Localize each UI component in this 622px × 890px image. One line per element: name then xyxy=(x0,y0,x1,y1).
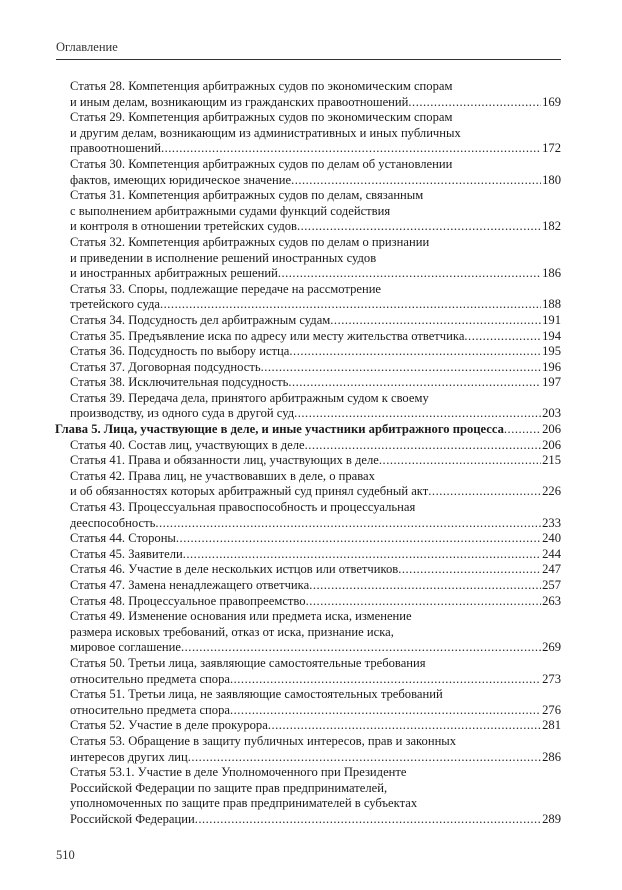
toc-entry-last-line xyxy=(70,594,561,610)
toc-page-number: 197 xyxy=(542,375,561,390)
toc-entry-last-line xyxy=(70,672,561,688)
toc-entry-last-line xyxy=(70,266,561,282)
toc-entry-text: Статья 45. Заявители xyxy=(70,546,183,561)
toc-entry-last-line xyxy=(70,703,561,719)
toc-chapter-entry[interactable] xyxy=(55,422,561,438)
toc-page-number: 257 xyxy=(542,578,561,592)
toc-page-number: 247 xyxy=(542,562,561,577)
toc-entry[interactable] xyxy=(70,344,561,360)
dot-leader xyxy=(188,750,541,766)
toc-entry-text: фактов, имеющих юридическое значение xyxy=(70,172,292,187)
toc-entry-text: Статья 35. Предъявление иска по адресу или месту жительства ответчика xyxy=(70,328,465,343)
dot-leader xyxy=(398,562,541,578)
toc-entry-line: Статья 28. Компетенция арбитражных судов по экономическим спорам xyxy=(70,79,453,93)
toc-entry[interactable] xyxy=(70,235,561,282)
toc-entry-line: Статья 50. Третьи лица, заявляющие самостоятельные требования xyxy=(70,655,426,670)
running-header: Оглавление xyxy=(56,40,118,54)
toc-entry-last-line xyxy=(70,313,561,329)
toc-entry-line: Статья 49. Изменение основания или предмета иска, изменение xyxy=(70,609,412,624)
toc-page-number: 188 xyxy=(542,297,561,312)
toc-entry-line: и приведении в исполнение решений иностранных судов xyxy=(70,250,377,265)
toc-page-number: 172 xyxy=(542,141,561,156)
toc-page-number: 194 xyxy=(542,328,561,343)
dot-leader xyxy=(428,484,541,500)
toc-entry-last-line xyxy=(70,484,561,500)
toc-entry[interactable] xyxy=(70,157,561,188)
toc-entry-last-line xyxy=(70,531,561,547)
toc-entry-last-line xyxy=(70,578,561,594)
toc-entry[interactable] xyxy=(70,375,561,391)
toc-page-number: 240 xyxy=(542,531,561,546)
dot-leader xyxy=(288,375,541,391)
toc-entry-last-line xyxy=(70,219,561,235)
dot-leader xyxy=(379,453,541,469)
dot-leader xyxy=(291,173,541,189)
dot-leader xyxy=(161,141,541,157)
dot-leader xyxy=(183,547,541,563)
toc-entry-last-line xyxy=(70,344,561,360)
dot-leader xyxy=(504,422,541,438)
toc-entry-text: Статья 40. Состав лиц, участвующих в деле xyxy=(70,437,305,452)
toc-entry-text: и контроля в отношении третейских судов xyxy=(70,219,297,234)
dot-leader xyxy=(278,266,541,282)
toc-entry-text: и иностранных арбитражных решений xyxy=(70,266,278,281)
toc-entry[interactable] xyxy=(70,734,561,765)
toc-entry[interactable] xyxy=(70,531,561,547)
dot-leader xyxy=(464,329,541,345)
toc-entry[interactable] xyxy=(70,656,561,687)
toc-entry-text: производству, из одного суда в другой суд xyxy=(70,406,295,421)
dot-leader xyxy=(176,531,541,547)
toc-entry-line: Статья 39. Передача дела, принятого арбитражным судом к своему xyxy=(70,390,429,405)
header-rule xyxy=(56,59,561,60)
toc-entry-last-line xyxy=(70,438,561,454)
toc-entry[interactable] xyxy=(70,609,561,656)
toc-page-number: 206 xyxy=(542,422,561,437)
toc-entry-last-line xyxy=(70,812,561,828)
toc-entry-last-line xyxy=(70,640,561,656)
toc-entry-text: Статья 46. Участие в деле нескольких истцов или ответчиков xyxy=(70,562,399,577)
toc-page-number: 281 xyxy=(542,718,561,733)
toc-entry-line: размера исковых требований, отказ от иска, признание иска, xyxy=(70,624,394,639)
dot-leader xyxy=(408,95,541,111)
toc-entry[interactable] xyxy=(70,500,561,531)
toc-entry-last-line xyxy=(70,406,561,422)
toc-entry-last-line xyxy=(70,141,561,157)
toc-entry-last-line xyxy=(70,750,561,766)
toc-entry-last-line xyxy=(70,547,561,563)
toc-page-number: 196 xyxy=(542,359,561,374)
dot-leader xyxy=(230,703,541,719)
toc-entry[interactable] xyxy=(70,313,561,329)
toc-entry-last-line xyxy=(70,718,561,734)
toc-entry[interactable] xyxy=(70,765,561,827)
dot-leader xyxy=(160,297,541,313)
toc-page-number: 263 xyxy=(542,593,561,608)
toc-entry-line: и другим делам, возникающим из административных и иных публичных xyxy=(70,125,461,140)
toc-entry-text: Статья 37. Договорная подсудность xyxy=(70,359,261,374)
toc-entry[interactable] xyxy=(70,594,561,610)
toc-entry[interactable] xyxy=(70,391,561,422)
toc-entry-text: относительно предмета спора xyxy=(70,671,230,686)
toc-entry-last-line xyxy=(70,360,561,376)
toc-entry-line: Статья 31. Компетенция арбитражных судов по делам, связанным xyxy=(70,188,424,203)
dot-leader xyxy=(330,313,541,329)
dot-leader xyxy=(261,360,542,376)
toc-page-number: 244 xyxy=(542,546,561,561)
toc-entry-line: Статья 53. Обращение в защиту публичных интересов, прав и законных xyxy=(70,733,457,748)
toc-entry-line: Статья 30. Компетенция арбитражных судов по делам об установлении xyxy=(70,156,453,171)
toc-entry-last-line xyxy=(70,95,561,111)
toc-entry-text: третейского суда xyxy=(70,297,160,312)
table-of-contents xyxy=(55,79,561,828)
toc-entry[interactable] xyxy=(70,562,561,578)
toc-entry-line: уполномоченных по защите прав предпринимателей в субъектах xyxy=(70,796,418,811)
toc-entry-line: Статья 53.1. Участие в деле Уполномоченного при Президенте xyxy=(70,765,407,780)
toc-page-number: 169 xyxy=(542,94,561,109)
dot-leader xyxy=(297,219,541,235)
toc-entry-last-line xyxy=(70,329,561,345)
toc-entry[interactable] xyxy=(70,360,561,376)
toc-entry-text: дееспособность xyxy=(70,515,156,530)
toc-entry[interactable] xyxy=(70,110,561,157)
toc-entry-last-line xyxy=(70,562,561,578)
toc-entry[interactable] xyxy=(70,453,561,469)
toc-entry-text: мировое соглашение xyxy=(70,640,181,655)
toc-page-number: 182 xyxy=(542,219,561,234)
toc-entry-last-line xyxy=(55,422,561,438)
toc-page-number: 289 xyxy=(542,811,561,826)
toc-entry-text: Российской Федерации xyxy=(70,811,195,826)
toc-entry-line: Статья 33. Споры, подлежащие передаче на рассмотрение xyxy=(70,281,382,296)
toc-entry-line: Статья 51. Третьи лица, не заявляющие самостоятельных требований xyxy=(70,687,443,702)
toc-entry-text: Статья 44. Стороны xyxy=(70,531,176,546)
toc-entry-text: правоотношений xyxy=(70,141,161,156)
toc-page-number: 203 xyxy=(542,406,561,421)
toc-entry[interactable] xyxy=(70,188,561,235)
toc-entry-last-line xyxy=(70,516,561,532)
dot-leader xyxy=(155,516,541,532)
toc-page-number: 191 xyxy=(542,312,561,327)
toc-page-number: 269 xyxy=(542,640,561,655)
toc-entry-last-line xyxy=(70,173,561,189)
toc-page-number: 273 xyxy=(542,671,561,686)
toc-page-number: 286 xyxy=(542,749,561,764)
toc-entry-last-line xyxy=(70,297,561,313)
toc-entry-text: Статья 47. Замена ненадлежащего ответчика xyxy=(70,578,310,592)
dot-leader xyxy=(195,812,541,828)
toc-page-number: 276 xyxy=(542,702,561,717)
toc-entry[interactable] xyxy=(70,79,561,110)
toc-entry[interactable] xyxy=(70,329,561,345)
toc-page-number: 233 xyxy=(542,515,561,530)
page-number: 510 xyxy=(56,848,75,862)
toc-entry-text: и об обязанностях которых арбитражный суд принял судебный акт xyxy=(70,484,429,499)
toc-entry-line: с выполнением арбитражными судами функций содействия xyxy=(70,203,391,218)
toc-entry-text: Статья 36. Подсудность по выбору истца xyxy=(70,344,290,359)
toc-entry[interactable] xyxy=(70,282,561,313)
toc-entry[interactable] xyxy=(70,469,561,500)
toc-entry[interactable] xyxy=(70,438,561,454)
toc-entry-last-line xyxy=(70,375,561,391)
toc-entry[interactable] xyxy=(70,718,561,734)
toc-entry-text: Статья 48. Процессуальное правопреемство xyxy=(70,593,306,608)
toc-entry[interactable] xyxy=(70,547,561,563)
toc-page-number: 180 xyxy=(542,172,561,187)
toc-page-number: 215 xyxy=(542,453,561,468)
toc-entry-text: Статья 34. Подсудность дел арбитражным судам xyxy=(70,312,331,327)
toc-entry-last-line xyxy=(70,453,561,469)
dot-leader xyxy=(294,406,541,422)
toc-entry-text: и иным делам, возникающим из гражданских правоотношений xyxy=(70,94,409,109)
dot-leader xyxy=(306,594,542,610)
toc-entry-text: Глава 5. Лица, участвующие в деле, и иные участники арбитражного процесса xyxy=(55,422,504,437)
toc-page-number: 195 xyxy=(542,344,561,359)
dot-leader xyxy=(230,672,541,688)
toc-entry-text: Статья 38. Исключительная подсудность xyxy=(70,375,289,390)
toc-entry-line: Российской Федерации по защите прав предпринимателей, xyxy=(70,780,388,795)
dot-leader xyxy=(289,344,541,360)
dot-leader xyxy=(181,640,541,656)
toc-entry-text: Статья 52. Участие в деле прокурора xyxy=(70,718,268,733)
dot-leader xyxy=(268,718,541,734)
toc-entry-text: Статья 41. Права и обязанности лиц, участвующих в деле xyxy=(70,453,379,468)
toc-page-number: 226 xyxy=(542,484,561,499)
toc-entry-line: Статья 32. Компетенция арбитражных судов по делам о признании xyxy=(70,234,430,249)
dot-leader xyxy=(309,578,541,594)
toc-entry-text: относительно предмета спора xyxy=(70,702,230,717)
toc-page-number: 186 xyxy=(542,266,561,281)
dot-leader xyxy=(305,438,541,454)
toc-entry[interactable] xyxy=(70,578,561,594)
toc-entry-line: Статья 42. Права лиц, не участвовавших в деле, о правах xyxy=(70,468,375,483)
toc-entry-line: Статья 29. Компетенция арбитражных судов по экономическим спорам xyxy=(70,110,453,125)
toc-entry[interactable] xyxy=(70,687,561,718)
toc-entry-line: Статья 43. Процессуальная правоспособность и процессуальная xyxy=(70,500,416,515)
toc-entry-text: интересов других лиц xyxy=(70,749,188,764)
toc-page-number: 206 xyxy=(542,437,561,452)
